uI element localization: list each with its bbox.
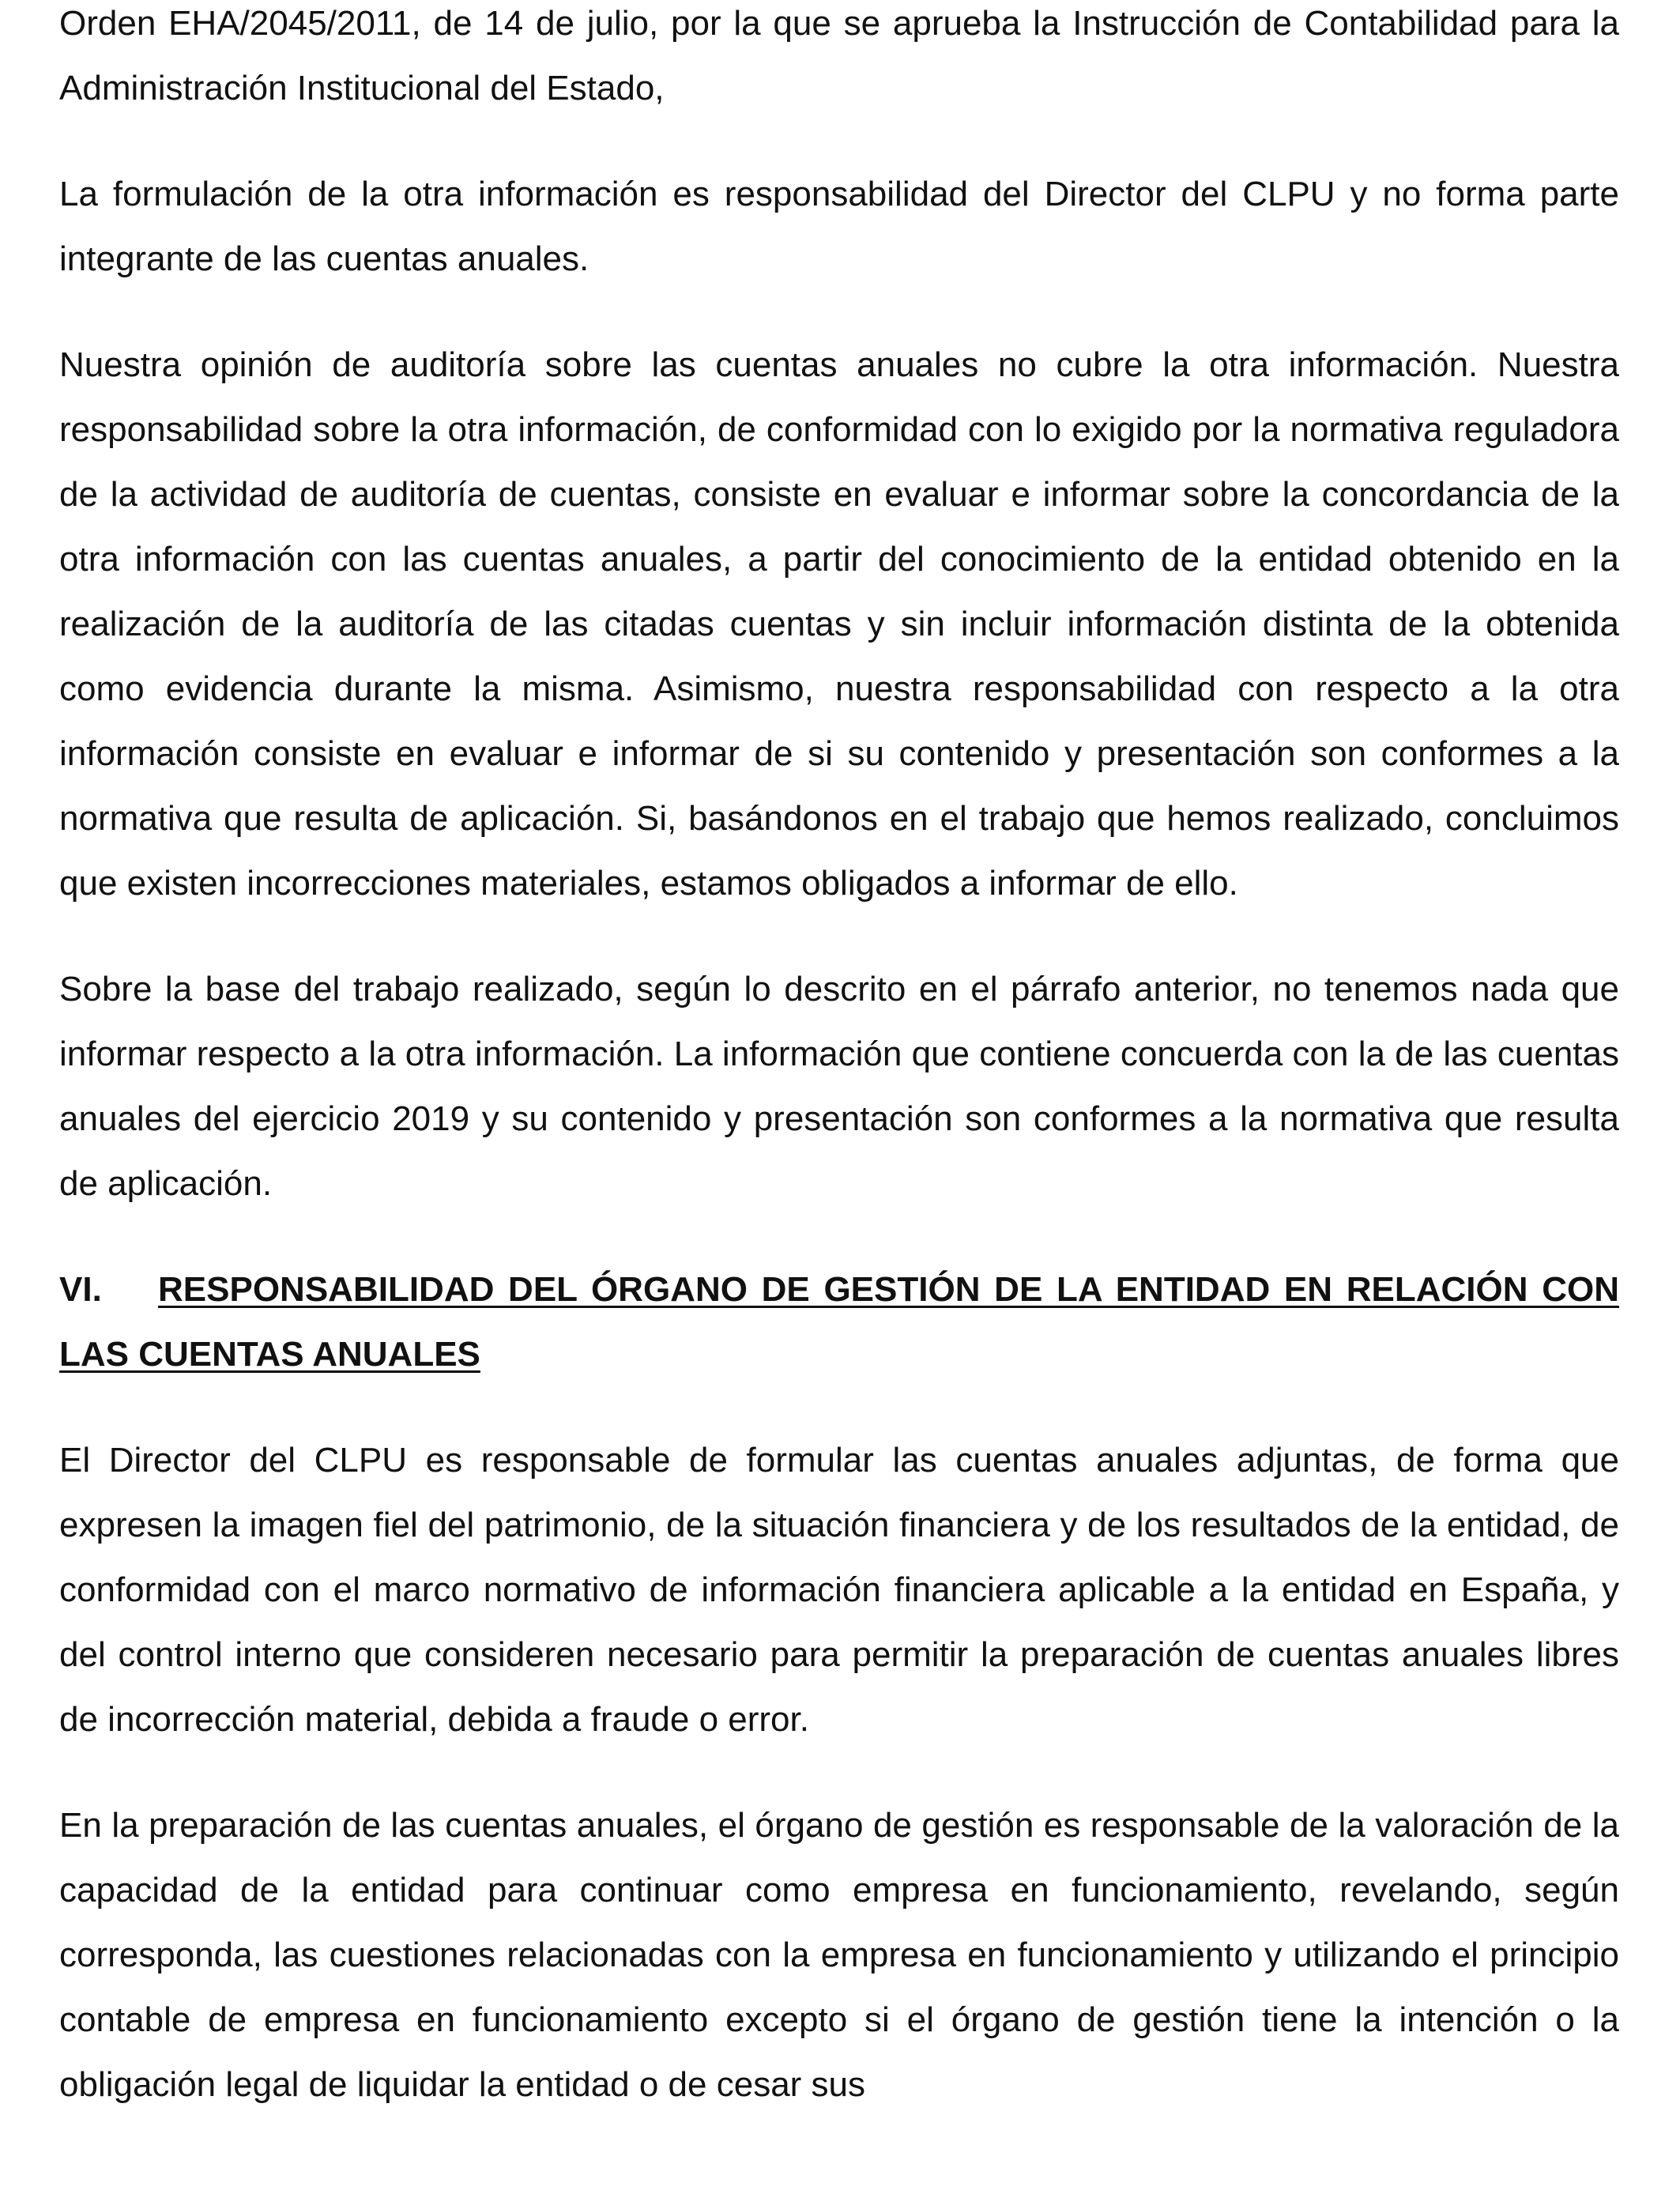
section-heading-vi xyxy=(59,1257,1619,1387)
paragraph-director-responsable: El Director del CLPU es responsable de formular las cuentas anuales adjuntas, de forma que expresen la imagen fiel del patrimonio, de la situación financiera y de los resultados de la entidad, de conformidad con el marco normativo de información financiera aplicable a la entidad en España, y del control interno que consideren necesario para permitir la preparación de cuentas anuales libres de incorrección material, debida a fraude o error. xyxy=(59,1441,1619,1739)
paragraph-gap xyxy=(59,1216,1619,1257)
paragraph-gap xyxy=(59,1387,1619,1428)
paragraph-orden-eha: Orden EHA/2045/2011, de 14 de julio, por la que se aprueba la Instrucción de Contabilidad para la Administración Institucional del Estado, xyxy=(59,4,1619,107)
paragraph-base-trabajo: Sobre la base del trabajo realizado, según lo descrito en el párrafo anterior, no tenemos nada que informar respecto a la otra información. La información que contiene concuerda con la de las cuentas anuales del ejercicio 2019 y su contenido y presentación son conformes a la normativa que resulta de aplicación. xyxy=(59,970,1619,1203)
paragraph-gap xyxy=(59,292,1619,333)
paragraph-opinion-auditoria: Nuestra opinión de auditoría sobre las cuentas anuales no cubre la otra información. Nuestra responsabilidad sobre la otra información, de conformidad con lo exigido por la normativa reguladora de la actividad de auditoría de cuentas, consiste en evaluar e informar sobre la concordancia de la otra información con las cuentas anuales, a partir del conocimiento de la entidad obtenido en la realización de la auditoría de las citadas cuentas y sin incluir información distinta de la obtenida como evidencia durante la misma. Asimismo, nuestra responsabilidad con respecto a la otra información consiste en evaluar e informar de si su contenido y presentación son conformes a la normativa que resulta de aplicación. Si, basándonos en el trabajo que hemos realizado, concluimos que existen incorrecciones materiales, estamos obligados a informar de ello. xyxy=(59,345,1619,903)
paragraph-gap xyxy=(59,916,1619,957)
paragraph-otra-informacion: La formulación de la otra información es responsabilidad del Director del CLPU y no forma parte integrante de las cuentas anuales. xyxy=(59,175,1619,278)
document-page xyxy=(59,0,1619,2117)
section-number: VI. xyxy=(59,1270,102,1309)
paragraph-gap xyxy=(59,1752,1619,1793)
paragraph-gap xyxy=(59,121,1619,162)
section-title: RESPONSABILIDAD DEL ÓRGANO DE GESTIÓN DE LA ENTIDAD EN RELACIÓN CON LAS CUENTAS ANUALES xyxy=(59,1270,1619,1374)
paragraph-preparacion-cuentas: En la preparación de las cuentas anuales, el órgano de gestión es responsable de la valoración de la capacidad de la entidad para continuar como empresa en funcionamiento, revelando, según corresponda, las cuestiones relacionadas con la empresa en funcionamiento y utilizando el principio contable de empresa en funcionamiento excepto si el órgano de gestión tiene la intención o la obligación legal de liquidar la entidad o de cesar sus xyxy=(59,1806,1619,2104)
